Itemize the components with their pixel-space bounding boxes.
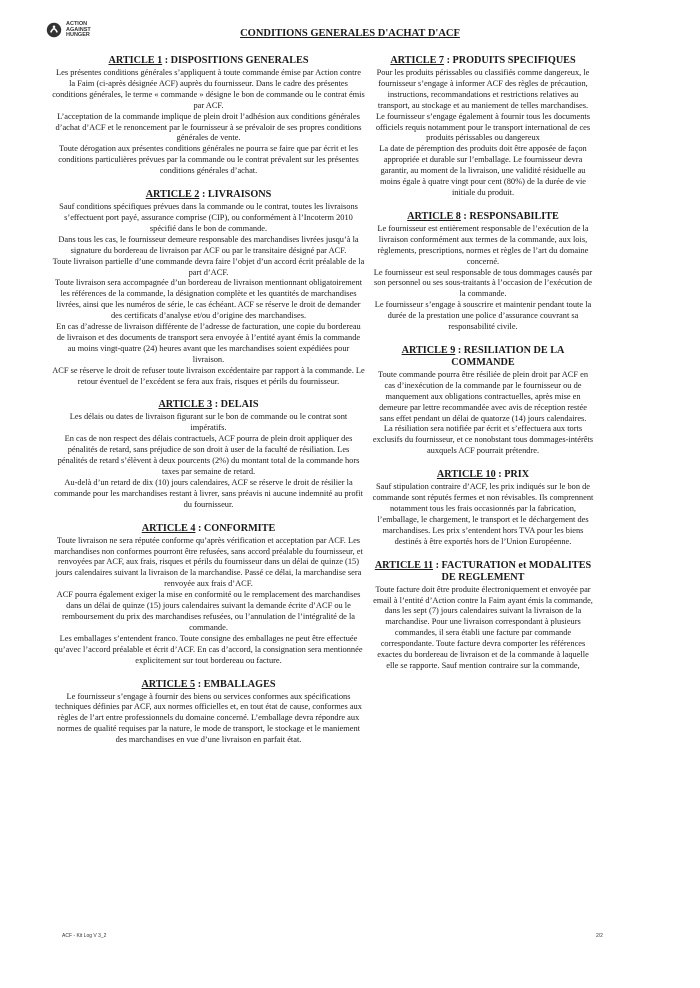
article-paragraph: Toute dérogation aux présentes conditions générales ne pourra se faire que par écrit et les conditions particulières prévues par la commande ou le contrat prévalent sur les présentes conditions générales d’achat. xyxy=(58,144,359,176)
article-paragraph: En cas de non respect des délais contractuels, ACF pourra de plein droit appliquer des pénalités de retard, sans préjudice de son droit à user de la faculté de résiliation. Les pénalités de retard s’élèvent à deux pourcents (2%) du montant total de la commande hors taxes par semaine de retard. xyxy=(57,434,360,476)
article-number: ARTICLE 7 xyxy=(390,55,445,66)
article-section xyxy=(52,399,365,510)
article-paragraph: Sauf stipulation contraire d’ACF, les prix indiqués sur le bon de commande sont réputés fermes et non révisables. Ils comprennent notamment tous les frais occasionnés par la fabrication, l’emballage, le chargement, le transport et le déchargement des marchandises. Les prix s’entendent hors TVA pour les biens destinés à être exportés hors de l’Union Européenne. xyxy=(372,482,594,546)
article-section xyxy=(372,211,594,333)
article-number: ARTICLE 5 xyxy=(141,678,196,690)
article-paragraph: ACF se réserve le droit de refuser toute livraison excédentaire par rapport à la commande. Le retour éventuel de l’excédent se fera aux frais, risques et périls du fournisseur. xyxy=(52,365,365,386)
article-paragraph: En cas d’adresse de livraison différente de l’adresse de facturation, une copie du bordereau de livraison et des documents de transport sera envoyée à l’entité ayant émis la commande au moins vingt-quatre (24) heures avant que les marchandises soient expédiées pour livraison. xyxy=(56,322,361,364)
article-heading xyxy=(52,55,365,67)
article-paragraph: La résiliation sera notifiée par écrit et s’effectuera aux torts exclusifs du fournisseur, et ce nonobstant tous dommages-intérêts auxquels ACF pourrait prétendre. xyxy=(372,424,594,456)
article-heading xyxy=(52,189,365,201)
article-heading-text: : DELAIS xyxy=(212,399,259,411)
article-paragraph: Le fournisseur s’engage à fournir des biens ou services conformes aux spécifications techniques définies par ACF, aux normes officielles et, en tout état de cause, conformes aux règles de l’art entre professionnels du domaine concerné. L’emballage devra répondre aux normes de qualité requises par la nature, le mode de transport, le stockage et le maniement des marchandises en vue d’une livraison en parfait état. xyxy=(55,691,362,745)
article-heading xyxy=(372,211,594,223)
article-paragraph: Toute facture doit être produite électroniquement et envoyée par email à l’entité d’Action contre la Faim ayant émis la commande, dans les sept (7) jours calendaires suivant la livraison de la marchandise. Pour une livraison correspondant à plusieurs commandes, il sera établi une facture par commande correspondante. Toute facture devra comporter les références exactes du bordereau de livraison et de la commande à laquelle elle se rapporte. Sauf mention contraire sur la commande, xyxy=(373,584,593,670)
article-heading-text: : PRODUITS SPECIFIQUES xyxy=(444,55,576,66)
article-heading xyxy=(52,523,365,535)
article-paragraph: Le fournisseur s’engage à souscrire et maintenir pendant toute la durée de la prestation une police d’assurance couvrant sa responsabilité civile. xyxy=(374,300,592,332)
left-column xyxy=(52,55,365,758)
article-section xyxy=(52,55,365,177)
article-heading-text: : DISPOSITIONS GENERALES xyxy=(162,55,309,66)
article-paragraph: La date de péremption des produits doit être apposée de façon appropriée et durable sur l’emballage. Le fournisseur devra garantir, au moment de la livraison, une validité résiduelle au moins égale à quatre vingt pour cent (80%) de la durée de vie initiale du produit. xyxy=(379,144,587,197)
article-paragraph: Le fournisseur est seul responsable de tous dommages causés par son personnel ou ses sous-traitants à l’occasion de l’exécution de la commande. xyxy=(373,267,593,299)
article-paragraph: Toute commande pourra être résiliée de plein droit par ACF en cas d’inexécution de la commande par le fournisseur ou de manquement aux obligations contractuelles, après mise en demeure par lettre recommandée avec avis de réception restée sans effet pendant un délai de quatorze (14) jours calendaires. xyxy=(377,369,589,423)
article-paragraph: Les présentes conditions générales s’appliquent à toute commande émise par Action contre la Faim (ci-après désignée ACF) auprès du fournisseur. Dans le cadre des présentes conditions générales, le terme « commande » désigne le bon de commande ou le contrat émis par ACF. xyxy=(52,68,365,110)
article-paragraph: L’acceptation de la commande implique de plein droit l’adhésion aux conditions générales d’achat d’ACF et le renoncement par le fournisseur à se prévaloir de ses propres conditions générales de vente. xyxy=(55,111,362,143)
article-section xyxy=(372,55,594,199)
article-section xyxy=(52,189,365,387)
article-heading-text: : LIVRAISONS xyxy=(199,189,272,201)
article-heading xyxy=(372,55,594,67)
article-number: ARTICLE 3 xyxy=(158,399,213,411)
article-paragraph: Toute livraison sera accompagnée d’un bordereau de livraison mentionnant obligatoirement les références de la commande, la désignation complète et les quantités de marchandises livrées, ainsi que les numéros de série, le cas échéant. ACF se réserve le droit de demander des certificats d’analyse et/ou d’origine des marchandises. xyxy=(54,278,363,321)
article-paragraph: Sauf conditions spécifiques prévues dans la commande ou le contrat, toutes les livraisons s’effectuent port payé, assurance comprise (CIP), ou conformément à l’Incoterm 2010 spécifié dans le bon de commande. xyxy=(59,202,358,233)
article-heading-text: : EMBALLAGES xyxy=(195,678,276,690)
article-number: ARTICLE 1 xyxy=(108,55,163,66)
article-heading xyxy=(372,469,594,481)
article-heading-text: : PRIX xyxy=(495,469,530,481)
page-number: 2/2 xyxy=(596,933,603,939)
article-section xyxy=(372,560,594,672)
article-number: ARTICLE 4 xyxy=(141,522,196,534)
article-paragraph: ACF pourra également exiger la mise en conformité ou le remplacement des marchandises dans un délai de quinze (15) jours calendaires suivant la demande écrite d’ACF ou le remboursement du prix des marchandises refusées, ou l’annulation de l’intégralité de la commande. xyxy=(56,590,361,632)
article-number: ARTICLE 2 xyxy=(145,189,200,201)
article-number: ARTICLE 9 xyxy=(401,344,456,356)
article-paragraph: Le fournisseur s’engage également à fournir tous les documents officiels requis notamment pour le transport international de ces produits périssables ou dangereux xyxy=(375,111,591,143)
right-column xyxy=(372,55,594,684)
footer-reference: ACF - Kit Log V 3_2 xyxy=(62,933,107,939)
logo-text: ACTION AGAINST HUNGER xyxy=(66,21,91,39)
article-paragraph: Toute livraison partielle d’une commande devra faire l’objet d’un accord écrit préalable de la part d’ACF. xyxy=(52,256,365,277)
article-heading xyxy=(52,399,365,411)
article-heading xyxy=(372,345,594,369)
article-paragraph: Au-delà d’un retard de dix (10) jours calendaires, ACF se réserve le droit de résilier la commande pour les marchandises restant à livrer, sans préavis ni aucune indemnité au profit du fournisseur. xyxy=(54,477,363,509)
article-section xyxy=(52,679,365,747)
article-heading xyxy=(52,679,365,691)
article-heading-text: : FACTURATION et MODALITES DE REGLEMENT xyxy=(433,559,592,583)
article-heading-text: : RESPONSABILITE xyxy=(460,210,559,222)
article-paragraph: Les délais ou dates de livraison figurant sur le bon de commande ou le contrat sont impératifs. xyxy=(69,412,348,433)
article-number: ARTICLE 11 xyxy=(374,559,434,571)
article-heading-text: : CONFORMITE xyxy=(195,522,276,534)
article-paragraph: Pour les produits périssables ou classifiés comme dangereux, le fournisseur s’engage à informer ACF des règles de précaution, instructions, recommandations et restrictions relatives au transport, au stockage et au maniement de telles marchandises. xyxy=(376,68,590,110)
article-paragraph: Dans tous les cas, le fournisseur demeure responsable des marchandises livrées jusqu’à la signature du bordereau de livraison par ACF ou par le transitaire désigné par ACF. xyxy=(58,234,359,255)
article-section xyxy=(372,469,594,547)
article-section xyxy=(372,345,594,457)
article-heading-text: : RESILIATION DE LA COMMANDE xyxy=(451,344,565,368)
article-paragraph: Toute livraison ne sera réputée conforme qu’après vérification et acceptation par ACF. Les marchandises non conformes pourront être refusées, sans accord préalable du fournisseur, et renvoyées par ACF, aux frais, risques et périls du fournisseur dans un délai de quinze (15) jours calendaires suivant la livraison de la marchandise. Passé ce délai, la marchandise sera renvoyée aux frais d’ACF. xyxy=(54,535,363,589)
article-paragraph: Le fournisseur est entièrement responsable de l’exécution de la livraison conformément aux termes de la commande, aux lois, règlements, prescriptions, normes et règles de l’art du domaine concerné. xyxy=(377,223,589,266)
article-paragraph: Les emballages s’entendent franco. Toute consigne des emballages ne peut être effectuée qu’avec l’accord préalable et écrit d’ACF. En cas d’accord, la consignation sera mentionnée explicitement sur tout bordereau ou facture. xyxy=(54,633,363,665)
article-section xyxy=(52,523,365,667)
article-number: ARTICLE 8 xyxy=(407,210,461,222)
article-number: ARTICLE 10 xyxy=(436,469,496,481)
article-heading xyxy=(372,560,594,584)
document-title: CONDITIONS GENERALES D'ACHAT D'ACF xyxy=(240,28,460,39)
